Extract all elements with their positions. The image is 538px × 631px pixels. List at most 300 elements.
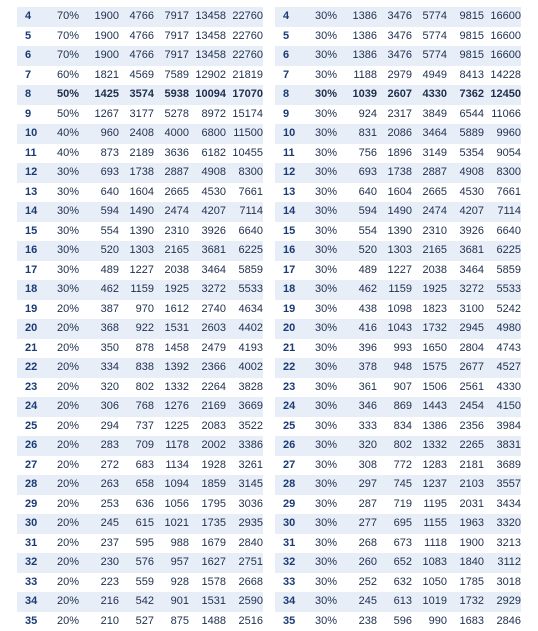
value-cell-1: 1900 bbox=[85, 7, 119, 27]
value-cell-2: 2408 bbox=[119, 124, 154, 144]
percent-cell: 30% bbox=[45, 202, 85, 222]
value-cell-1: 1188 bbox=[343, 66, 377, 86]
value-cell-3: 1612 bbox=[154, 300, 189, 320]
value-cell-1: 554 bbox=[343, 222, 377, 242]
value-cell-1: 245 bbox=[343, 592, 377, 612]
value-cell-2: 1390 bbox=[377, 222, 412, 242]
value-cell-1: 594 bbox=[85, 202, 119, 222]
value-cell-4: 1531 bbox=[189, 592, 226, 612]
level-cell: 13 bbox=[275, 183, 303, 203]
percent-cell: 30% bbox=[45, 261, 85, 281]
percent-cell: 30% bbox=[303, 7, 343, 27]
value-cell-5: 4980 bbox=[484, 319, 521, 339]
percent-cell: 30% bbox=[303, 27, 343, 47]
value-cell-2: 542 bbox=[119, 592, 154, 612]
level-cell: 24 bbox=[275, 397, 303, 417]
level-cell: 23 bbox=[17, 378, 45, 398]
value-cell-4: 2031 bbox=[447, 495, 484, 515]
table-row bbox=[17, 222, 263, 242]
table-row bbox=[17, 7, 263, 27]
table-row bbox=[275, 46, 521, 66]
value-cell-2: 1738 bbox=[377, 163, 412, 183]
value-cell-1: 1900 bbox=[85, 27, 119, 47]
value-cell-4: 4207 bbox=[447, 202, 484, 222]
value-cell-3: 1732 bbox=[412, 319, 447, 339]
value-cell-2: 802 bbox=[377, 436, 412, 456]
level-cell: 19 bbox=[275, 300, 303, 320]
percent-cell: 30% bbox=[303, 202, 343, 222]
table-row bbox=[17, 261, 263, 281]
value-cell-3: 1050 bbox=[412, 573, 447, 593]
value-cell-5: 4150 bbox=[484, 397, 521, 417]
percent-cell: 30% bbox=[45, 163, 85, 183]
value-cell-1: 1821 bbox=[85, 66, 119, 86]
value-cell-2: 1043 bbox=[377, 319, 412, 339]
percent-cell: 20% bbox=[45, 300, 85, 320]
value-cell-4: 1900 bbox=[447, 534, 484, 554]
level-cell: 28 bbox=[17, 475, 45, 495]
percent-cell: 30% bbox=[303, 358, 343, 378]
level-cell: 24 bbox=[17, 397, 45, 417]
level-cell: 11 bbox=[17, 144, 45, 164]
table-row bbox=[17, 612, 263, 631]
value-cell-5: 2751 bbox=[226, 553, 263, 573]
level-cell: 18 bbox=[275, 280, 303, 300]
level-cell: 25 bbox=[17, 417, 45, 437]
value-cell-1: 245 bbox=[85, 514, 119, 534]
table-row bbox=[275, 495, 521, 515]
value-cell-4: 1840 bbox=[447, 553, 484, 573]
value-cell-5: 11066 bbox=[484, 105, 521, 125]
level-cell: 22 bbox=[17, 358, 45, 378]
value-cell-1: 831 bbox=[343, 124, 377, 144]
value-cell-4: 9815 bbox=[447, 7, 484, 27]
table-row bbox=[275, 66, 521, 86]
value-cell-4: 13458 bbox=[189, 27, 226, 47]
value-cell-4: 3464 bbox=[189, 261, 226, 281]
left-table-body bbox=[17, 7, 263, 631]
level-cell: 16 bbox=[275, 241, 303, 261]
value-cell-1: 378 bbox=[343, 358, 377, 378]
value-cell-3: 875 bbox=[154, 612, 189, 631]
value-cell-2: 2317 bbox=[377, 105, 412, 125]
percent-cell: 30% bbox=[303, 378, 343, 398]
percent-cell: 30% bbox=[303, 66, 343, 86]
value-cell-4: 3681 bbox=[189, 241, 226, 261]
value-cell-1: 396 bbox=[343, 339, 377, 359]
percent-cell: 30% bbox=[303, 85, 343, 105]
value-cell-5: 4527 bbox=[484, 358, 521, 378]
table-row bbox=[17, 436, 263, 456]
value-cell-1: 520 bbox=[85, 241, 119, 261]
value-cell-1: 1386 bbox=[343, 27, 377, 47]
value-cell-3: 2665 bbox=[154, 183, 189, 203]
value-cell-1: 693 bbox=[343, 163, 377, 183]
value-cell-2: 4569 bbox=[119, 66, 154, 86]
value-cell-5: 3984 bbox=[484, 417, 521, 437]
percent-cell: 30% bbox=[303, 553, 343, 573]
level-cell: 26 bbox=[17, 436, 45, 456]
percent-cell: 30% bbox=[303, 495, 343, 515]
value-cell-3: 5774 bbox=[412, 7, 447, 27]
value-cell-4: 3926 bbox=[189, 222, 226, 242]
level-cell: 5 bbox=[17, 27, 45, 47]
table-row bbox=[275, 183, 521, 203]
percent-cell: 30% bbox=[303, 241, 343, 261]
value-cell-4: 6800 bbox=[189, 124, 226, 144]
value-cell-4: 2181 bbox=[447, 456, 484, 476]
value-cell-5: 7661 bbox=[226, 183, 263, 203]
value-cell-3: 1392 bbox=[154, 358, 189, 378]
table-row bbox=[17, 553, 263, 573]
value-cell-4: 2561 bbox=[447, 378, 484, 398]
level-cell: 12 bbox=[275, 163, 303, 183]
value-cell-3: 988 bbox=[154, 534, 189, 554]
value-cell-3: 1225 bbox=[154, 417, 189, 437]
percent-cell: 20% bbox=[45, 592, 85, 612]
value-cell-3: 1134 bbox=[154, 456, 189, 476]
percent-cell: 20% bbox=[45, 436, 85, 456]
value-cell-2: 596 bbox=[377, 612, 412, 631]
value-cell-1: 960 bbox=[85, 124, 119, 144]
value-cell-4: 2677 bbox=[447, 358, 484, 378]
value-cell-5: 5533 bbox=[226, 280, 263, 300]
value-cell-2: 993 bbox=[377, 339, 412, 359]
value-cell-2: 4766 bbox=[119, 27, 154, 47]
value-cell-1: 1900 bbox=[85, 46, 119, 66]
value-cell-2: 2086 bbox=[377, 124, 412, 144]
value-cell-4: 1627 bbox=[189, 553, 226, 573]
value-cell-4: 2479 bbox=[189, 339, 226, 359]
value-cell-4: 3464 bbox=[447, 261, 484, 281]
table-row bbox=[17, 241, 263, 261]
value-cell-3: 7917 bbox=[154, 7, 189, 27]
value-cell-5: 22760 bbox=[226, 7, 263, 27]
level-cell: 29 bbox=[275, 495, 303, 515]
table-row bbox=[17, 144, 263, 164]
percent-cell: 30% bbox=[303, 534, 343, 554]
level-cell: 20 bbox=[17, 319, 45, 339]
value-cell-3: 928 bbox=[154, 573, 189, 593]
value-cell-4: 2103 bbox=[447, 475, 484, 495]
value-cell-4: 12902 bbox=[189, 66, 226, 86]
value-cell-2: 3476 bbox=[377, 46, 412, 66]
value-cell-5: 22760 bbox=[226, 27, 263, 47]
value-cell-3: 1237 bbox=[412, 475, 447, 495]
value-cell-1: 287 bbox=[343, 495, 377, 515]
value-cell-5: 10455 bbox=[226, 144, 263, 164]
value-cell-3: 2887 bbox=[412, 163, 447, 183]
value-cell-1: 277 bbox=[343, 514, 377, 534]
value-cell-4: 4530 bbox=[447, 183, 484, 203]
level-cell: 7 bbox=[17, 66, 45, 86]
value-cell-2: 1303 bbox=[377, 241, 412, 261]
value-cell-5: 2935 bbox=[226, 514, 263, 534]
level-cell: 4 bbox=[275, 7, 303, 27]
value-cell-5: 2516 bbox=[226, 612, 263, 631]
level-cell: 33 bbox=[275, 573, 303, 593]
value-cell-4: 2454 bbox=[447, 397, 484, 417]
value-cell-1: 216 bbox=[85, 592, 119, 612]
value-cell-4: 5889 bbox=[447, 124, 484, 144]
value-cell-3: 3464 bbox=[412, 124, 447, 144]
value-cell-3: 2165 bbox=[412, 241, 447, 261]
value-cell-1: 693 bbox=[85, 163, 119, 183]
value-cell-3: 5938 bbox=[154, 85, 189, 105]
table-row bbox=[17, 163, 263, 183]
percent-cell: 30% bbox=[303, 592, 343, 612]
value-cell-5: 3036 bbox=[226, 495, 263, 515]
table-row bbox=[17, 417, 263, 437]
value-cell-4: 1859 bbox=[189, 475, 226, 495]
value-cell-5: 6225 bbox=[226, 241, 263, 261]
level-cell: 13 bbox=[17, 183, 45, 203]
level-cell: 9 bbox=[275, 105, 303, 125]
value-cell-3: 2887 bbox=[154, 163, 189, 183]
value-cell-1: 756 bbox=[343, 144, 377, 164]
level-cell: 32 bbox=[17, 553, 45, 573]
value-cell-3: 2474 bbox=[412, 202, 447, 222]
percent-cell: 20% bbox=[45, 417, 85, 437]
value-cell-3: 7917 bbox=[154, 46, 189, 66]
value-cell-1: 1386 bbox=[343, 46, 377, 66]
percent-cell: 40% bbox=[45, 144, 85, 164]
value-cell-4: 3926 bbox=[447, 222, 484, 242]
table-row bbox=[17, 592, 263, 612]
value-cell-1: 416 bbox=[343, 319, 377, 339]
value-cell-2: 1604 bbox=[377, 183, 412, 203]
value-cell-4: 1488 bbox=[189, 612, 226, 631]
value-cell-2: 1227 bbox=[119, 261, 154, 281]
value-cell-2: 613 bbox=[377, 592, 412, 612]
value-cell-1: 320 bbox=[85, 378, 119, 398]
value-cell-1: 294 bbox=[85, 417, 119, 437]
value-cell-1: 268 bbox=[343, 534, 377, 554]
value-cell-3: 990 bbox=[412, 612, 447, 631]
value-cell-1: 263 bbox=[85, 475, 119, 495]
value-cell-5: 8300 bbox=[484, 163, 521, 183]
value-cell-3: 1332 bbox=[154, 378, 189, 398]
value-cell-3: 1276 bbox=[154, 397, 189, 417]
percent-cell: 30% bbox=[45, 183, 85, 203]
value-cell-1: 489 bbox=[85, 261, 119, 281]
level-cell: 8 bbox=[17, 85, 45, 105]
value-cell-3: 1178 bbox=[154, 436, 189, 456]
value-cell-2: 1227 bbox=[377, 261, 412, 281]
value-cell-2: 922 bbox=[119, 319, 154, 339]
value-cell-1: 1386 bbox=[343, 7, 377, 27]
value-cell-4: 2603 bbox=[189, 319, 226, 339]
percent-cell: 20% bbox=[45, 573, 85, 593]
percent-cell: 20% bbox=[45, 319, 85, 339]
value-cell-3: 1925 bbox=[412, 280, 447, 300]
percent-cell: 30% bbox=[303, 144, 343, 164]
value-cell-4: 2083 bbox=[189, 417, 226, 437]
percent-cell: 40% bbox=[45, 124, 85, 144]
value-cell-1: 308 bbox=[343, 456, 377, 476]
value-cell-1: 640 bbox=[85, 183, 119, 203]
value-cell-4: 2740 bbox=[189, 300, 226, 320]
value-cell-2: 970 bbox=[119, 300, 154, 320]
value-cell-4: 1735 bbox=[189, 514, 226, 534]
level-cell: 20 bbox=[275, 319, 303, 339]
value-cell-2: 3476 bbox=[377, 27, 412, 47]
level-cell: 5 bbox=[275, 27, 303, 47]
percent-cell: 30% bbox=[303, 105, 343, 125]
data-table-container bbox=[17, 7, 521, 505]
table-row bbox=[275, 124, 521, 144]
value-cell-4: 2356 bbox=[447, 417, 484, 437]
value-cell-2: 1490 bbox=[119, 202, 154, 222]
level-cell: 35 bbox=[275, 612, 303, 631]
level-cell: 23 bbox=[275, 378, 303, 398]
value-cell-2: 1604 bbox=[119, 183, 154, 203]
value-cell-2: 1390 bbox=[119, 222, 154, 242]
table-row bbox=[275, 358, 521, 378]
level-cell: 28 bbox=[275, 475, 303, 495]
table-row bbox=[17, 124, 263, 144]
value-cell-5: 7661 bbox=[484, 183, 521, 203]
table-row bbox=[275, 7, 521, 27]
value-cell-2: 838 bbox=[119, 358, 154, 378]
table-row bbox=[17, 280, 263, 300]
value-cell-3: 1386 bbox=[412, 417, 447, 437]
value-cell-4: 13458 bbox=[189, 7, 226, 27]
value-cell-1: 387 bbox=[85, 300, 119, 320]
percent-cell: 20% bbox=[45, 378, 85, 398]
value-cell-2: 709 bbox=[119, 436, 154, 456]
value-cell-3: 1195 bbox=[412, 495, 447, 515]
value-cell-3: 1332 bbox=[412, 436, 447, 456]
value-cell-1: 238 bbox=[343, 612, 377, 631]
value-cell-2: 772 bbox=[377, 456, 412, 476]
level-cell: 19 bbox=[17, 300, 45, 320]
value-cell-2: 1159 bbox=[377, 280, 412, 300]
value-cell-2: 3177 bbox=[119, 105, 154, 125]
value-cell-4: 2169 bbox=[189, 397, 226, 417]
table-row bbox=[275, 339, 521, 359]
value-cell-2: 576 bbox=[119, 553, 154, 573]
value-cell-3: 1925 bbox=[154, 280, 189, 300]
level-cell: 33 bbox=[17, 573, 45, 593]
value-cell-5: 5533 bbox=[484, 280, 521, 300]
value-cell-3: 2038 bbox=[154, 261, 189, 281]
value-cell-3: 1155 bbox=[412, 514, 447, 534]
value-cell-1: 640 bbox=[343, 183, 377, 203]
value-cell-3: 1283 bbox=[412, 456, 447, 476]
value-cell-1: 1039 bbox=[343, 85, 377, 105]
value-cell-5: 7114 bbox=[226, 202, 263, 222]
table-row bbox=[17, 27, 263, 47]
value-cell-5: 3145 bbox=[226, 475, 263, 495]
level-cell: 27 bbox=[275, 456, 303, 476]
value-cell-3: 2165 bbox=[154, 241, 189, 261]
value-cell-4: 8972 bbox=[189, 105, 226, 125]
table-row bbox=[17, 85, 263, 105]
table-row bbox=[275, 222, 521, 242]
level-cell: 10 bbox=[275, 124, 303, 144]
value-cell-2: 1159 bbox=[119, 280, 154, 300]
table-row bbox=[275, 261, 521, 281]
percent-cell: 20% bbox=[45, 553, 85, 573]
value-cell-5: 6225 bbox=[484, 241, 521, 261]
value-cell-2: 948 bbox=[377, 358, 412, 378]
table-row bbox=[17, 339, 263, 359]
table-row bbox=[17, 397, 263, 417]
value-cell-5: 15174 bbox=[226, 105, 263, 125]
value-cell-1: 253 bbox=[85, 495, 119, 515]
value-cell-1: 346 bbox=[343, 397, 377, 417]
table-row bbox=[275, 436, 521, 456]
value-cell-5: 5859 bbox=[484, 261, 521, 281]
table-row bbox=[17, 475, 263, 495]
percent-cell: 30% bbox=[303, 319, 343, 339]
value-cell-2: 1303 bbox=[119, 241, 154, 261]
value-cell-5: 3213 bbox=[484, 534, 521, 554]
level-cell: 29 bbox=[17, 495, 45, 515]
value-cell-3: 4949 bbox=[412, 66, 447, 86]
table-row bbox=[275, 378, 521, 398]
value-cell-1: 554 bbox=[85, 222, 119, 242]
table-row bbox=[17, 358, 263, 378]
value-cell-3: 2310 bbox=[154, 222, 189, 242]
value-cell-3: 7917 bbox=[154, 27, 189, 47]
value-cell-3: 1118 bbox=[412, 534, 447, 554]
value-cell-4: 1679 bbox=[189, 534, 226, 554]
table-row bbox=[17, 105, 263, 125]
level-cell: 22 bbox=[275, 358, 303, 378]
level-cell: 7 bbox=[275, 66, 303, 86]
percent-cell: 20% bbox=[45, 456, 85, 476]
table-row bbox=[275, 85, 521, 105]
value-cell-5: 2846 bbox=[484, 612, 521, 631]
value-cell-4: 10094 bbox=[189, 85, 226, 105]
value-cell-5: 3689 bbox=[484, 456, 521, 476]
value-cell-4: 4908 bbox=[189, 163, 226, 183]
value-cell-2: 802 bbox=[119, 378, 154, 398]
percent-cell: 30% bbox=[303, 612, 343, 631]
value-cell-5: 11500 bbox=[226, 124, 263, 144]
value-cell-1: 223 bbox=[85, 573, 119, 593]
value-cell-4: 2804 bbox=[447, 339, 484, 359]
table-row bbox=[275, 553, 521, 573]
value-cell-3: 3149 bbox=[412, 144, 447, 164]
value-cell-5: 3669 bbox=[226, 397, 263, 417]
table-row bbox=[17, 534, 263, 554]
table-row bbox=[275, 163, 521, 183]
percent-cell: 30% bbox=[303, 261, 343, 281]
value-cell-2: 768 bbox=[119, 397, 154, 417]
percent-cell: 30% bbox=[303, 300, 343, 320]
value-cell-2: 615 bbox=[119, 514, 154, 534]
value-cell-5: 5859 bbox=[226, 261, 263, 281]
value-cell-1: 368 bbox=[85, 319, 119, 339]
value-cell-5: 16600 bbox=[484, 46, 521, 66]
value-cell-5: 4193 bbox=[226, 339, 263, 359]
value-cell-4: 6544 bbox=[447, 105, 484, 125]
value-cell-5: 12450 bbox=[484, 85, 521, 105]
level-cell: 35 bbox=[17, 612, 45, 631]
value-cell-2: 683 bbox=[119, 456, 154, 476]
value-cell-5: 3018 bbox=[484, 573, 521, 593]
table-row bbox=[275, 300, 521, 320]
value-cell-4: 2366 bbox=[189, 358, 226, 378]
percent-cell: 30% bbox=[303, 475, 343, 495]
value-cell-2: 527 bbox=[119, 612, 154, 631]
table-row bbox=[275, 105, 521, 125]
level-cell: 34 bbox=[17, 592, 45, 612]
value-cell-1: 260 bbox=[343, 553, 377, 573]
